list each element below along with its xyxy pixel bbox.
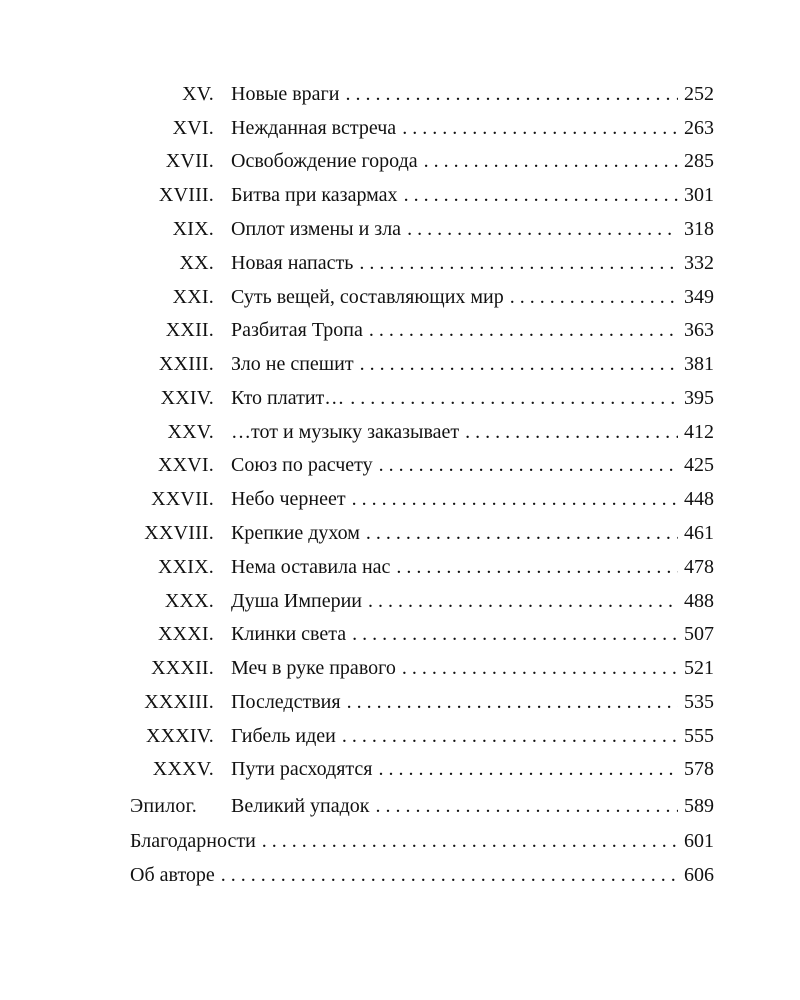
toc-entry — [130, 519, 714, 547]
dot-leader — [407, 215, 678, 243]
chapter-number: XXXI. — [158, 623, 214, 645]
chapter-number: XXXII. — [151, 657, 214, 679]
toc-entry — [130, 620, 714, 648]
toc-entry — [130, 316, 714, 344]
page-number: 461 — [684, 522, 714, 544]
chapter-title: Клинки света — [231, 623, 347, 645]
dot-leader — [379, 451, 678, 479]
chapter-title: Небо чернеет — [231, 488, 346, 510]
toc-entry — [130, 249, 714, 277]
dot-leader — [402, 114, 678, 142]
dot-leader — [510, 283, 678, 311]
chapter-number: XXXIV. — [145, 725, 214, 747]
page-number: 578 — [684, 758, 714, 780]
chapter-number: XIX. — [172, 218, 214, 240]
chapter-number: XXVIII. — [144, 522, 214, 544]
dot-leader — [378, 755, 678, 783]
page-number: 555 — [684, 725, 714, 747]
toc-entry — [130, 418, 714, 446]
page-number: 589 — [684, 795, 714, 817]
dot-leader — [342, 722, 678, 750]
page-number: 488 — [684, 590, 714, 612]
page-number: 363 — [684, 319, 714, 341]
page-number: 349 — [684, 286, 714, 308]
page-number: 332 — [684, 252, 714, 274]
chapter-number: XXII. — [165, 319, 214, 341]
toc-entry — [130, 181, 714, 209]
about-author-title: Об авторе — [130, 864, 215, 886]
chapter-title: Разбитая Тропа — [231, 319, 363, 341]
dot-leader — [262, 827, 678, 855]
chapter-number: XXVI. — [158, 454, 214, 476]
dot-leader — [402, 654, 678, 682]
chapter-title: Освобождение города — [231, 150, 418, 172]
page-number: 507 — [684, 623, 714, 645]
chapter-number: XXV. — [167, 421, 214, 443]
toc-entry — [130, 114, 714, 142]
page-number: 263 — [684, 117, 714, 139]
chapter-title: Гибель идеи — [231, 725, 336, 747]
dot-leader — [352, 485, 678, 513]
chapter-title: Пути расходятся — [231, 758, 373, 780]
page-number: 412 — [684, 421, 714, 443]
chapter-title: Суть вещей, составляющих мир — [231, 286, 504, 308]
toc-epilogue — [130, 792, 714, 820]
dot-leader — [465, 418, 678, 446]
chapter-title: Нема оставила нас — [231, 556, 391, 578]
chapter-title: Новая напасть — [231, 252, 354, 274]
chapter-title: Битва при казармах — [231, 184, 398, 206]
toc-entry — [130, 283, 714, 311]
dot-leader — [369, 316, 678, 344]
dot-leader — [347, 688, 678, 716]
chapter-title: Зло не спешит — [231, 353, 354, 375]
toc-entry — [130, 147, 714, 175]
toc-entry — [130, 654, 714, 682]
toc-entry — [130, 80, 714, 108]
dot-leader — [366, 519, 678, 547]
chapter-title: Новые враги — [231, 83, 340, 105]
chapter-number: XVII. — [165, 150, 214, 172]
page-number: 318 — [684, 218, 714, 240]
chapter-title: …тот и музыку заказывает — [231, 421, 460, 443]
page-number: 521 — [684, 657, 714, 679]
page-number: 301 — [684, 184, 714, 206]
toc-about-author — [130, 861, 714, 889]
toc-entry — [130, 688, 714, 716]
dot-leader — [424, 147, 678, 175]
dot-leader — [345, 80, 678, 108]
chapter-title: Последствия — [231, 691, 341, 713]
dot-leader — [396, 553, 678, 581]
toc-entry — [130, 587, 714, 615]
acknowledgements-title: Благодарности — [130, 830, 256, 852]
toc-entry — [130, 451, 714, 479]
chapter-number: XVIII. — [158, 184, 214, 206]
dot-leader — [352, 620, 678, 648]
toc-entry — [130, 755, 714, 783]
toc-entry — [130, 722, 714, 750]
chapter-number: XXIII. — [158, 353, 214, 375]
dot-leader — [368, 587, 678, 615]
chapter-number: XXVII. — [151, 488, 214, 510]
toc-acknowledgements — [130, 827, 714, 855]
page-number: 425 — [684, 454, 714, 476]
page-number: 478 — [684, 556, 714, 578]
epilogue-title: Великий упадок — [231, 795, 370, 817]
chapter-title: Душа Империи — [231, 590, 363, 612]
chapter-number: XXX. — [164, 590, 214, 612]
dot-leader — [221, 861, 678, 889]
toc-entry — [130, 553, 714, 581]
chapter-number: XX. — [179, 252, 214, 274]
page-number: 448 — [684, 488, 714, 510]
page-number: 252 — [684, 83, 714, 105]
page-number: 606 — [684, 864, 714, 886]
dot-leader — [360, 350, 678, 378]
page-number: 285 — [684, 150, 714, 172]
chapter-title: Кто платит… — [231, 387, 345, 409]
dot-leader — [376, 792, 679, 820]
page-number: 535 — [684, 691, 714, 713]
chapter-number: XV. — [182, 83, 214, 105]
chapter-number: XXIV. — [160, 387, 214, 409]
page-number: 381 — [684, 353, 714, 375]
chapter-title: Оплот измены и зла — [231, 218, 402, 240]
toc-entry — [130, 215, 714, 243]
chapter-number: XXXIII. — [144, 691, 214, 713]
dot-leader — [404, 181, 678, 209]
chapter-number: XXIX. — [158, 556, 214, 578]
dot-leader — [350, 384, 678, 412]
chapter-title: Нежданная встреча — [231, 117, 397, 139]
page-number: 601 — [684, 830, 714, 852]
chapter-number: XXI. — [172, 286, 214, 308]
epilogue-label: Эпилог. — [130, 795, 197, 817]
chapter-title: Союз по расчету — [231, 454, 373, 476]
toc-entry — [130, 485, 714, 513]
chapter-number: XVI. — [172, 117, 214, 139]
page-number: 395 — [684, 387, 714, 409]
toc-entry — [130, 384, 714, 412]
toc-entry — [130, 350, 714, 378]
chapter-number: XXXV. — [152, 758, 214, 780]
chapter-title: Крепкие духом — [231, 522, 360, 544]
dot-leader — [359, 249, 678, 277]
chapter-title: Меч в руке правого — [231, 657, 396, 679]
